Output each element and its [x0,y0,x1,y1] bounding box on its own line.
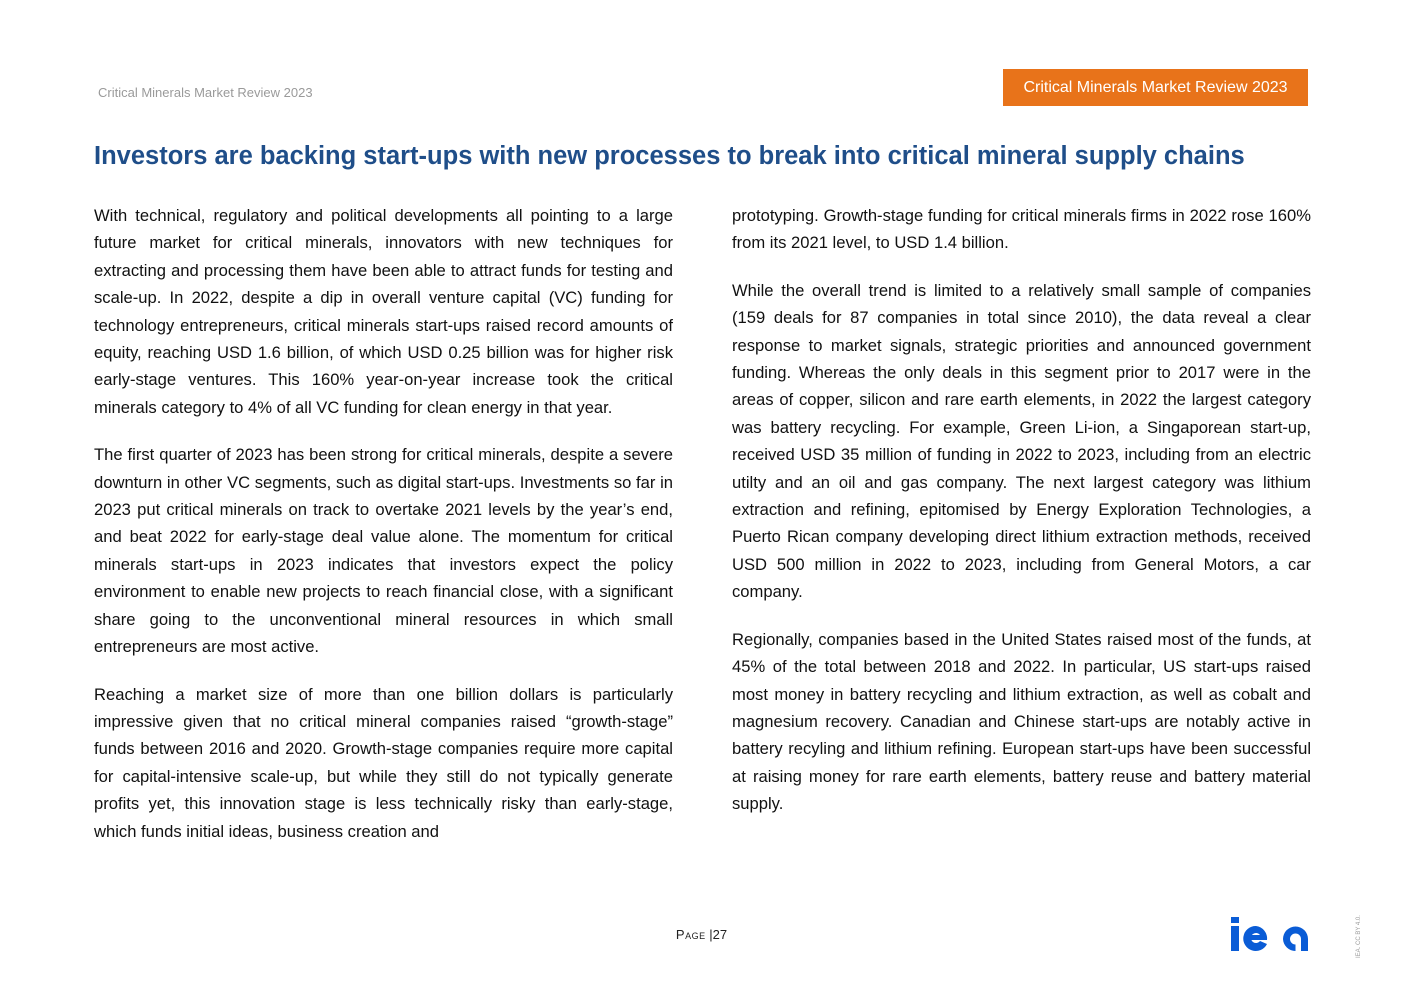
paragraph: While the overall trend is limited to a relatively small sample of companies (159 deals for 87 companies in total since 2010), the data reveal a clear response to market signals, strategic priorities and announced government funding. Whereas the only deals in this segment prior to 2017 were in the areas of copper, silicon and rare earth elements, in 2022 the largest category was battery recycling. For example, Green Li-ion, a Singaporean start-up, received USD 35 million of funding in 2022 to 2023, including from an electric utilty and an oil and gas company. The next largest category was lithium extraction and refining, epitomised by Energy Exploration Technologies, a Puerto Rican company developing direct lithium extraction methods, received USD 500 million in 2022 to 2023, including from General Motors, a car company. [732,280,1311,602]
left-column [94,202,673,865]
header-badge-text: Critical Minerals Market Review 2023 [1023,78,1288,96]
license-note: IEA. CC BY 4.0. [1356,915,1362,958]
page-title: Investors are backing start-ups with new processes to break into critical mineral supply chains [94,142,1245,170]
paragraph: prototyping. Growth-stage funding for critical minerals firms in 2022 rose 160% from its 2021 level, to USD 1.4 billion. [732,206,1311,253]
page-label: Page [675,927,706,942]
page-number-value: 27 [712,927,728,942]
page-separator: | [709,927,713,942]
paragraph: With technical, regulatory and political developments all pointing to a large future market for critical minerals, innovators with new techniques for extracting and processing them have been able to attract funds for testing and scale-up. In 2022, despite a dip in overall venture capital (VC) funding for technology entrepreneurs, critical minerals start-ups raised record amounts of equity, reaching USD 1.6 billion, of which USD 0.25 billion was for higher risk early-stage ventures. This 160% year-on-year increase took the critical minerals category to 4% of all VC funding for clean energy in that year. [94,206,673,417]
header-title-badge [1003,69,1308,106]
paragraph: Reaching a market size of more than one billion dollars is particularly impressive given that no critical mineral companies raised “growth-stage” funds between 2016 and 2020. Growth-stage companies require more capital for capital-intensive scale-up, but while they still do not typically generate profits yet, this innovation stage is less technically risky than early-stage, which funds initial ideas, business creation and [94,684,673,841]
right-column [732,202,1311,838]
running-header: Critical Minerals Market Review 2023 [98,85,313,100]
paragraph: Regionally, companies based in the United States raised most of the funds, at 45% of the total between 2018 and 2022. In particular, US start-ups raised most money in battery recycling and lithium extraction, as well as cobalt and magnesium recovery. Canadian and Chinese start-ups are notably active in battery recyling and lithium refining. European start-ups have been successful at raising money for rare earth elements, battery reuse and battery material supply. [732,629,1311,814]
paragraph: The first quarter of 2023 has been strong for critical minerals, despite a severe downturn in other VC segments, such as digital start-ups. Investments so far in 2023 put critical minerals on track to overtake 2021 levels by the year’s end, and beat 2022 for early-stage deal value alone. The momentum for critical minerals start-ups in 2023 indicates that investors expect the policy environment to enable new projects to reach financial close, with a significant share going to the unconventional mineral resources in which small entrepreneurs are most active. [94,445,673,657]
page-number [0,927,1403,942]
iea-logo-icon [1229,917,1309,953]
